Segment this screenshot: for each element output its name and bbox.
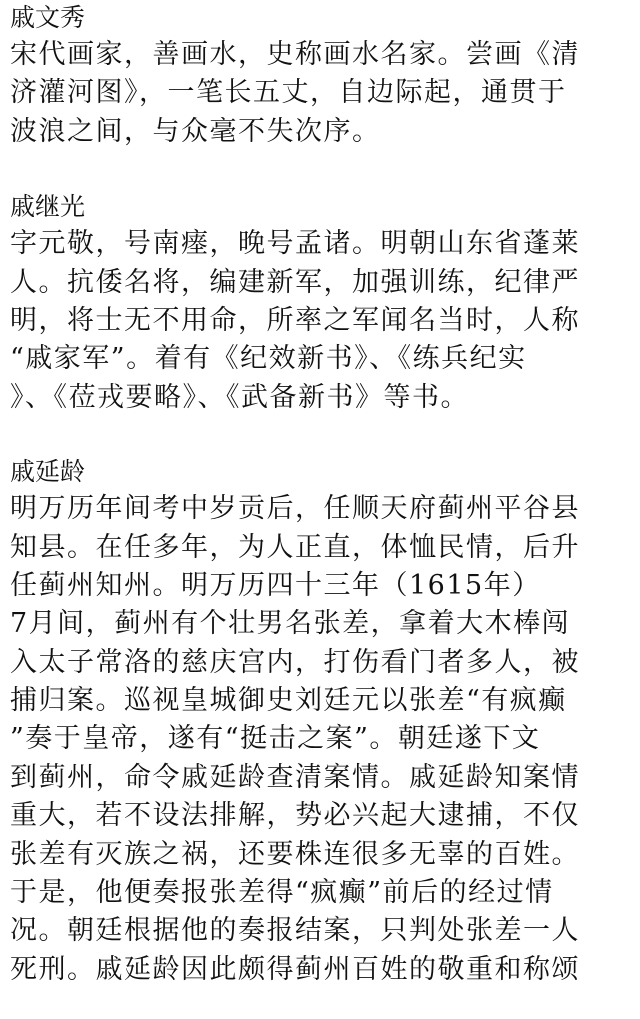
entry-text-line: 7月间，蓟州有个壮男名张差，拿着大木棒闯: [10, 608, 571, 640]
entry-text-line: 捕归案。巡视皇城御史刘廷元以张差“有疯癫: [10, 685, 567, 717]
entry-text-line: 入太子常洛的慈庆宫内，打伤看门者多人，被: [10, 646, 580, 678]
section-spacer: [10, 151, 636, 189]
entry-text-line: 字元敬，号南瘗，晚号孟诸。明朝山东省蓬莱: [10, 228, 580, 260]
entry-text-line: 任蓟州知州。明万历四十三年（1615年）: [10, 569, 541, 601]
entry-text-line: 明，将士无不用命，所率之军闻名当时，人称: [10, 304, 580, 336]
entry-text-line: 到蓟州，命令戚延龄查清案情。戚延龄知案情: [10, 761, 580, 793]
entry-text-line: 况。朝廷根据他的奏报结案，只判处张差一人: [10, 915, 580, 947]
entry-text-line: 重大，若不设法排解，势必兴起大逮捕，不仅: [10, 800, 580, 832]
entry-text-line: 张差有灭族之祸，还要株连很多无辜的百姓。: [10, 838, 580, 870]
entry-text-line: 宋代画家，善画水，史称画水名家。尝画《清: [10, 39, 580, 70]
entry-text-line: “戚家军”。着有《纪效新书》、《练兵纪实: [10, 343, 527, 375]
document-page: [10, 0, 636, 989]
entry-text-line: 死刑。戚延龄因此颇得蓟州百姓的敬重和称颂: [10, 953, 580, 985]
section-spacer: [10, 417, 636, 454]
entry-text-line: 人。抗倭名将，编建新军，加强训练，纪律严: [10, 266, 580, 298]
entry-text-line: 知县。在任多年，为人正直，体恤民情，后升: [10, 531, 580, 563]
entry-heading: 戚文秀: [10, 3, 86, 32]
entry-heading: 戚继光: [10, 192, 86, 222]
entry-text-line: 波浪之间，与众毫不失次序。: [10, 115, 381, 147]
entry-qi-wenxiu: [10, 0, 636, 151]
entry-text-line: ”奏于皇帝，遂有“挺击之案”。朝廷遂下文: [10, 723, 541, 755]
entry-text-line: 济灌河图》，一笔长五丈，自边际起，通贯于: [10, 77, 567, 109]
entry-qi-yanling: [10, 454, 636, 989]
entry-text-line: 》、《莅戎要略》、《武备新书》等书。: [10, 381, 469, 413]
entry-qi-jiguang: [10, 189, 636, 417]
entry-text-line: 明万历年间考中岁贡后，任顺天府蓟州平谷县: [10, 493, 580, 525]
entry-text-line: 于是，他便奏报张差得“疯癫”前后的经过情: [10, 877, 554, 909]
entry-heading: 戚延龄: [10, 457, 86, 487]
